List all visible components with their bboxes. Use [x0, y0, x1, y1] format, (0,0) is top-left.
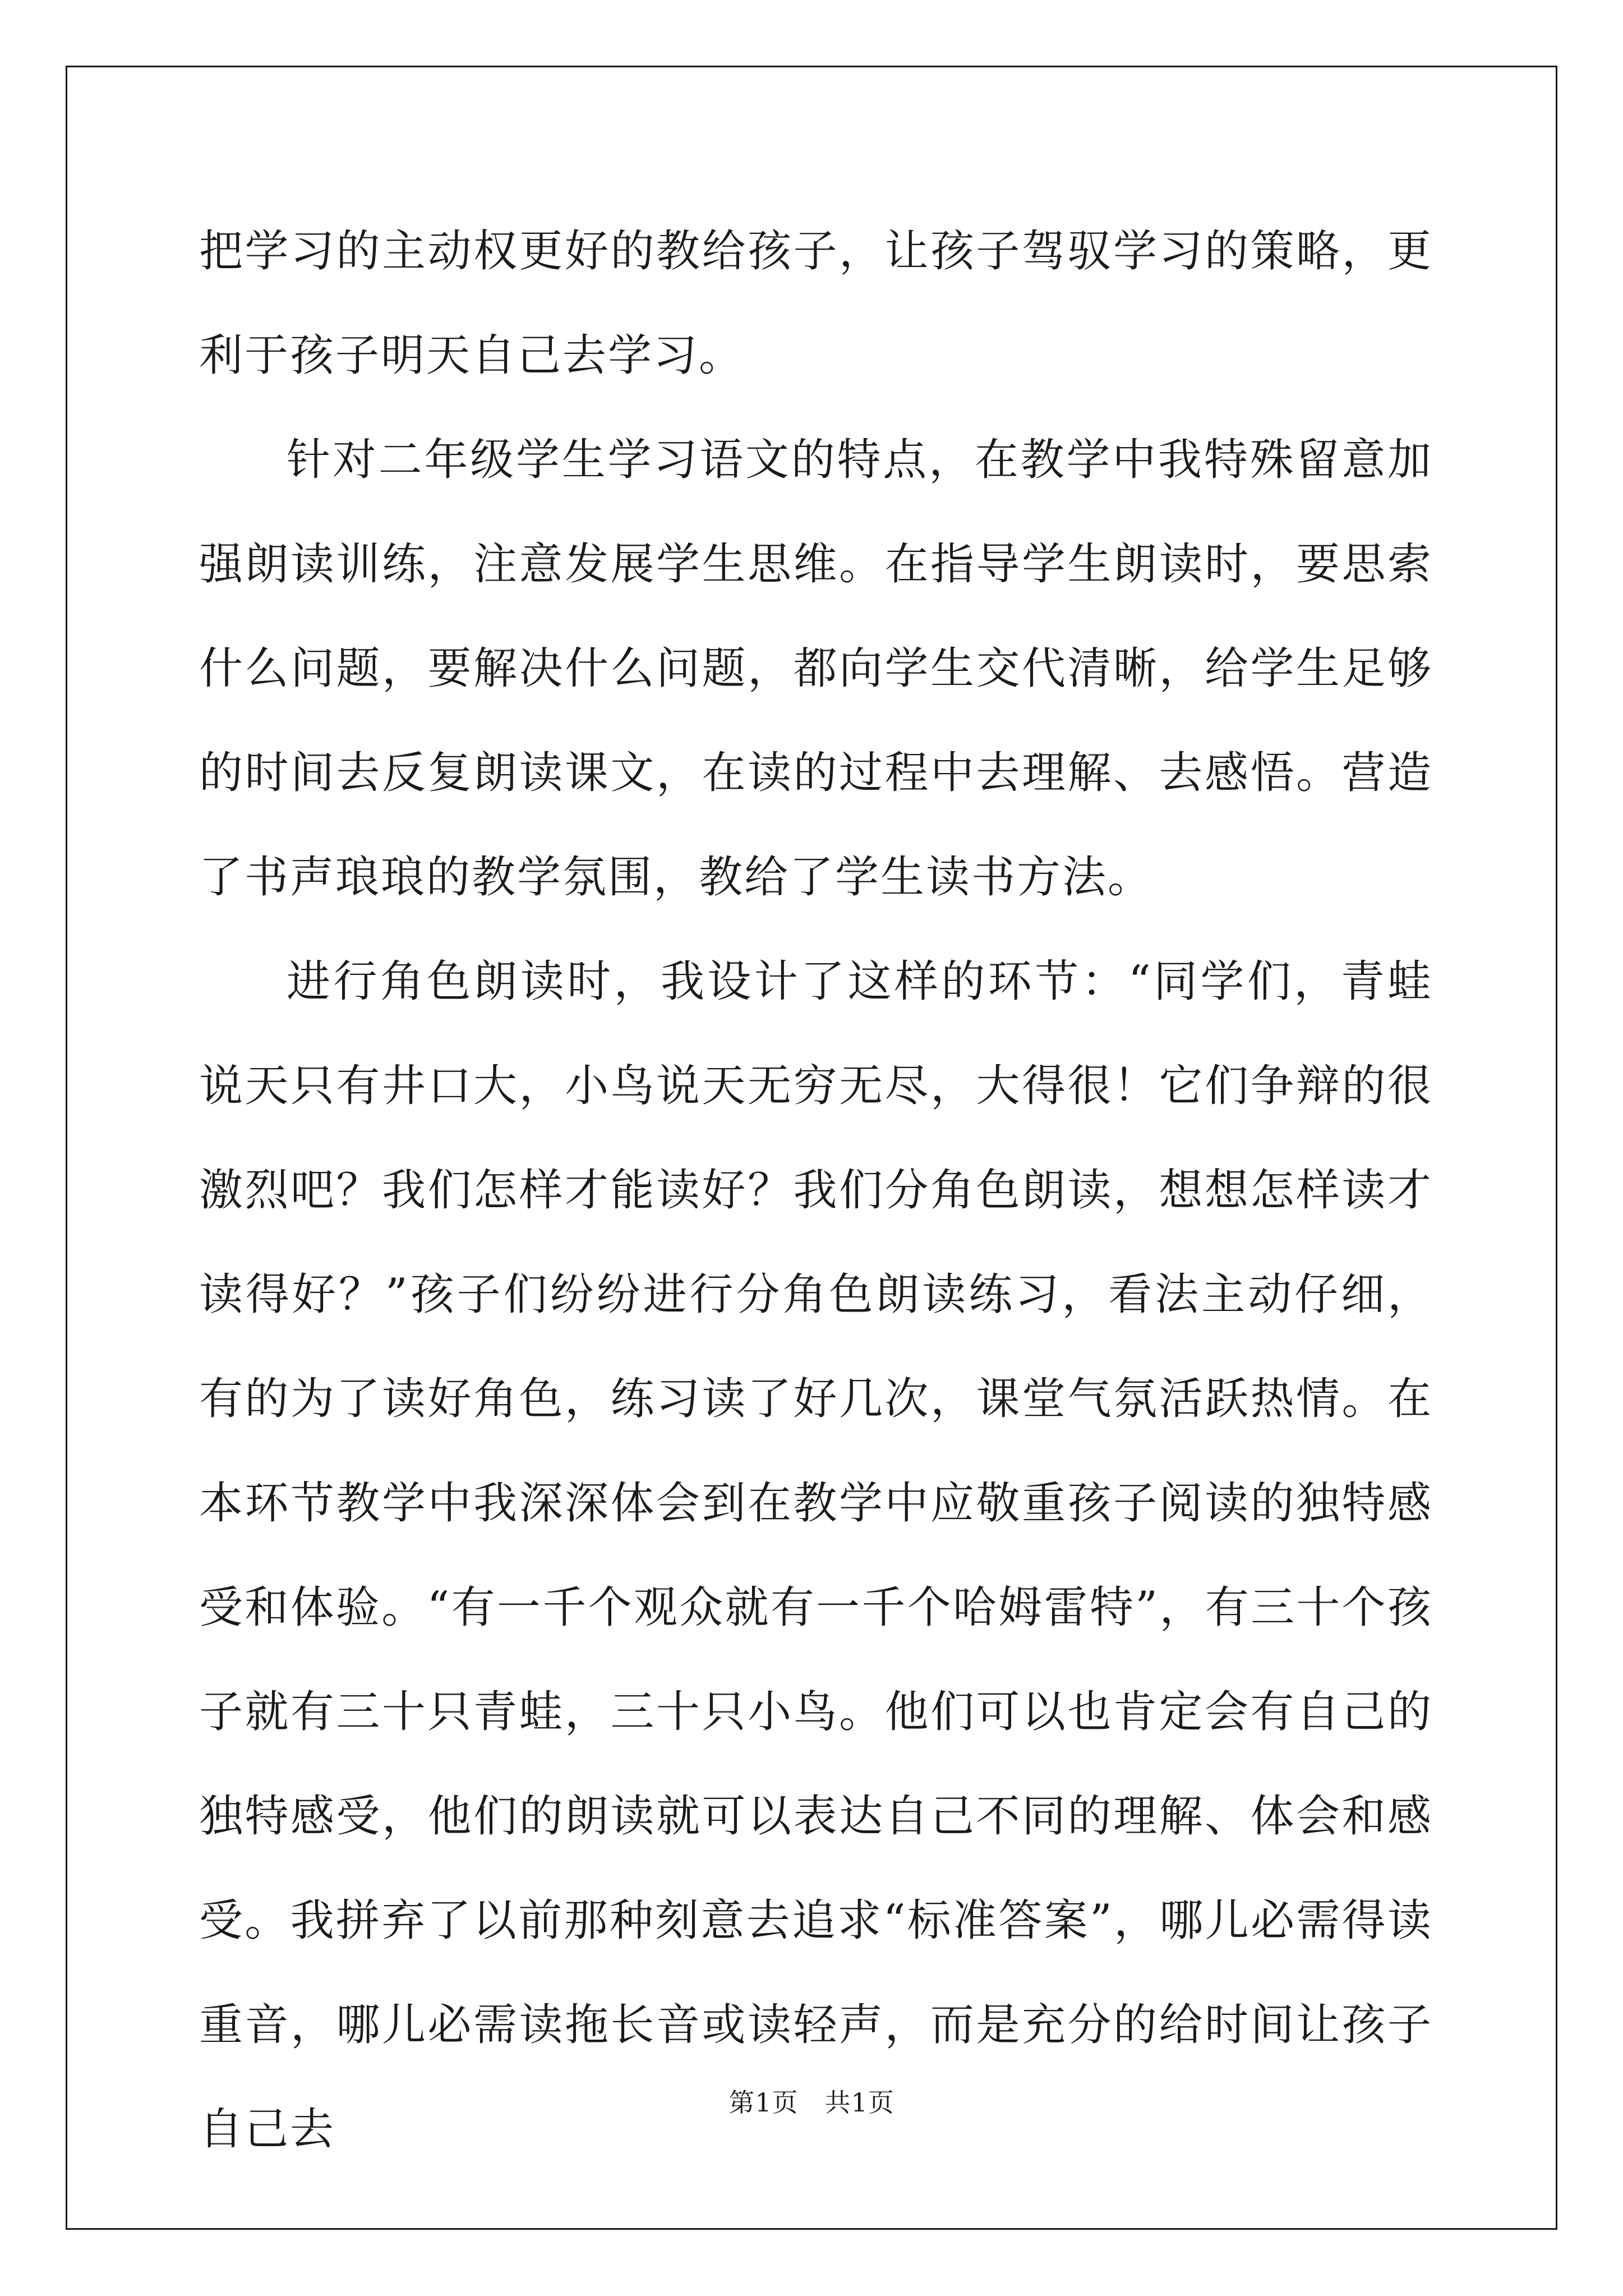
paragraph-3: 进行角色朗读时，我设计了这样的环节：“同学们，青蛙说天只有井口大，小鸟说天无穷无尽，大得很！它们争辩的很激烈吧？我们怎样才能读好？我们分角色朗读，想想怎样读才读得好？”孩子们纷纷进行分角色朗读练习，看法主动仔细，有的为了读好角色，练习读了好几次，课堂气氛活跃热情。在本环节教学中我深深体会到在教学中应敬重孩子阅读的独特感受和体验。“有一千个观众就有一千个哈姆雷特”，有三十个孩子就有三十只青蛙，三十只小鸟。他们可以也肯定会有自己的独特感受，他们的朗读就可以表达自己不同的理解、体会和感受。我拼弃了以前那种刻意去追求“标准答案”，哪儿必需得读重音，哪儿必需读拖长音或读轻声，而是充分的给时间让孩子自己去 [199, 956, 1433, 2155]
paragraph-1: 把学习的主动权更好的教给孩子，让孩子驾驭学习的策略，更利于孩子明天自己去学习。 [199, 226, 1433, 381]
page-number-label: 第1页 共1页 [728, 2087, 895, 2118]
page-footer [0, 2082, 1623, 2119]
document-body [199, 199, 1433, 2182]
paragraph-2: 针对二年级学生学习语文的特点，在教学中我特殊留意加强朗读训练，注意发展学生思维。在指导学生朗读时，要思索什么问题，要解决什么问题，都向学生交代清晰，给学生足够的时间去反复朗读课文，在读的过程中去理解、去感悟。营造了书声琅琅的教学氛围，教给了学生读书方法。 [199, 435, 1433, 903]
